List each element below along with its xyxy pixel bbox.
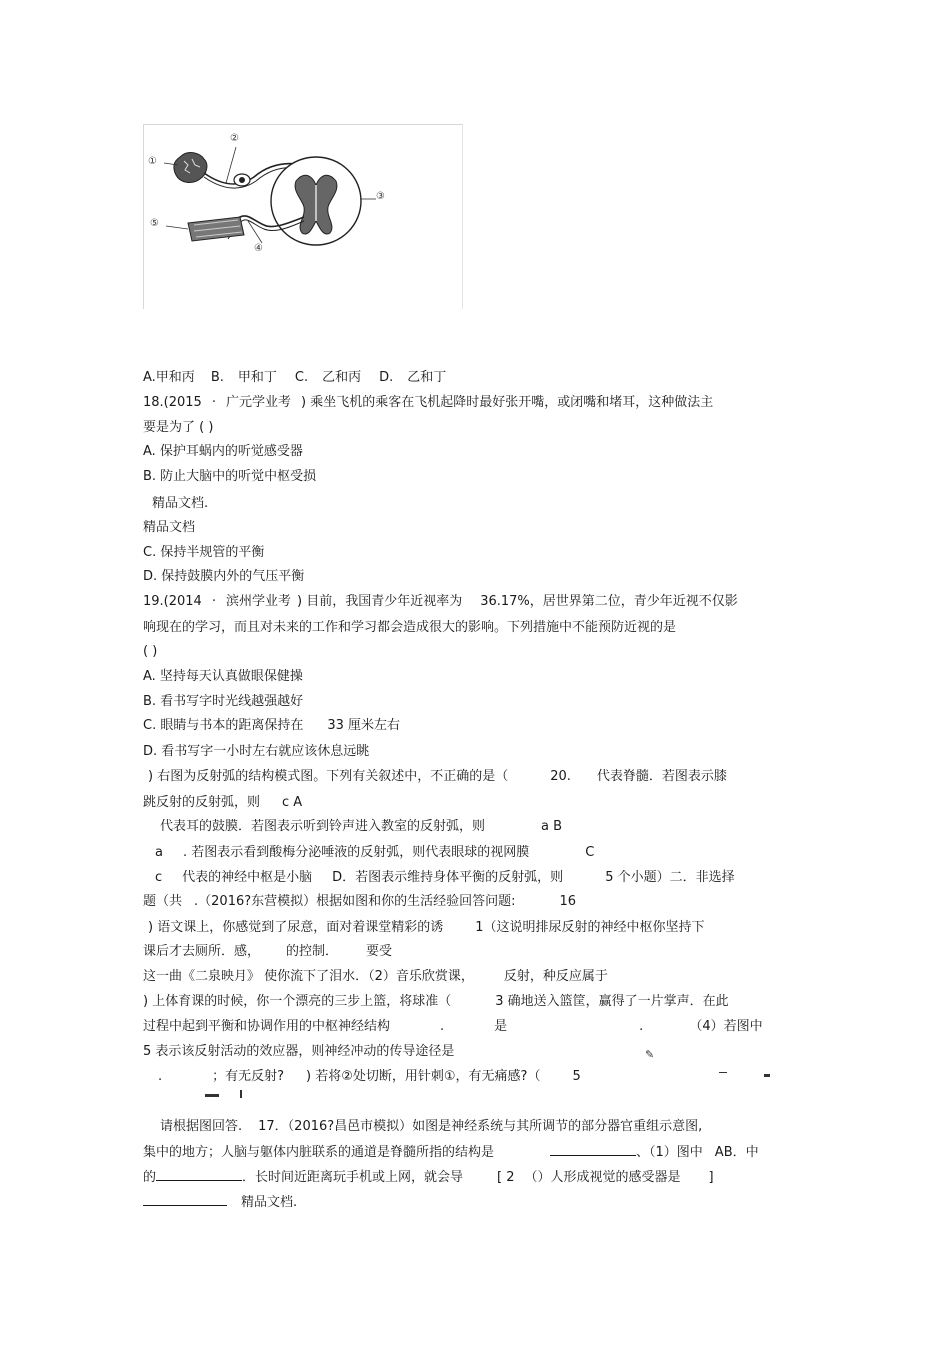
q18-option-a: A. 保护耳蜗内的听觉感受器 — [143, 444, 303, 459]
q18-stem-line-1: 18.(2015 · 广元学业考 ) 乘坐飞机的乘客在飞机起降时最好张开嘴，或闭嘴和堵耳，这种做法主 — [143, 395, 714, 410]
q16-line-2: ) 语文课上，你感觉到了尿意，面对着课堂精彩的诱 1（这说明排尿反射的神经中枢你坚持下 — [148, 920, 705, 935]
figure-label-1: ① — [148, 156, 157, 167]
q16-line-6: 过程中起到平衡和协调作用的中枢神经结构 . 是 . （4）若图中 — [143, 1019, 763, 1034]
q20-line-5: c 代表的神经中枢是小脑 D．若图表示维持身体平衡的反射弧，则 5 个小题）二．非选择 — [155, 870, 735, 885]
option-b: 甲和丁 — [237, 370, 277, 385]
q16-line-1: 题（共 .（2016?东营模拟）根据如图和你的生活经验回答问题: 16 — [143, 894, 577, 909]
scan-artifact — [240, 1090, 247, 1098]
q17-line-3: 的 ．长时间近距离玩手机或上网，就会导 [ 2 （）人形成视觉的感受器是 ] — [143, 1170, 714, 1185]
watermark-text-3: 精品文档. — [241, 1195, 298, 1210]
answer-blank[interactable] — [550, 1143, 636, 1156]
q19-option-a: A. 坚持每天认真做眼保健操 — [143, 669, 303, 684]
answer-blank[interactable] — [143, 1193, 227, 1206]
figure-label-5: ⑤ — [150, 218, 159, 229]
q19-option-d: D. 看书写字一小时左右就应该休息远眺 — [143, 744, 370, 759]
option-d-letter: D. — [379, 370, 394, 385]
answer-blank[interactable] — [156, 1168, 242, 1181]
reflex-arc-diagram — [144, 125, 464, 310]
receptor-shape — [174, 153, 207, 183]
q16-line-8: . ；有无反射? ) 若将②处切断，用针刺①，有无痛感?（ 5 — [158, 1069, 581, 1084]
option-c: 乙和丙 — [322, 370, 362, 385]
watermark-text-2: 精品文档 — [143, 520, 196, 535]
q16-line-3: 课后才去厕所．感， 的控制． 要受 — [143, 944, 393, 959]
q20-line-1: ) 右图为反射弧的结构模式图。下列有关叙述中，不正确的是（ 20. 代表脊髓．若图表示膝 — [148, 769, 727, 784]
q19-option-b: B. 看书写字时光线越强越好 — [143, 694, 304, 709]
spinal-cord-shape — [271, 157, 361, 245]
q16-line-4: 这一曲《二泉映月》 使你流下了泪水．（2）音乐欣赏课， 反射，种反应属于 — [143, 969, 608, 984]
q18-option-c: C. 保持半规管的平衡 — [143, 545, 265, 560]
option-b-letter: B. — [210, 370, 224, 385]
q20-line-2: 跳反射的反射弧，则 c A — [143, 795, 303, 810]
option-d: 乙和丁 — [407, 370, 447, 385]
q19-stem-line-2: 响现在的学习，而且对未来的工作和学习都会造成很大的影响。下列措施中不能预防近视的是 — [143, 620, 677, 635]
figure-label-2: ② — [230, 133, 239, 144]
q20-line-3: 代表耳的鼓膜．若图表示听到铃声进入教室的反射弧，则 a B — [160, 819, 563, 834]
q17-options-line — [143, 370, 446, 386]
option-c-letter: C. — [294, 370, 309, 385]
q18-stem-line-2: 要是为了 ( ) — [143, 420, 214, 435]
scan-artifact — [764, 1074, 770, 1077]
q18-option-b: B. 防止大脑中的听觉中枢受损 — [143, 469, 317, 484]
scan-artifact — [719, 1072, 727, 1073]
watermark-text-1: 精品文档. — [152, 496, 209, 511]
q19-stem-line-1: 19.(2014 · 滨州学业考 ) 目前，我国青少年近视率为 36.17%，居世界第二位，青少年近视不仅影 — [143, 594, 738, 609]
q17-line-4 — [143, 1193, 297, 1211]
q18-option-d: D. 保持鼓膜内外的气压平衡 — [143, 569, 305, 584]
q17-line-2: 集中的地方；人脑与躯体内脏联系的通道是脊髓所指的结构是 、（1）图中 AB．中 — [143, 1145, 759, 1160]
reflex-arc-figure — [143, 124, 463, 309]
figure-label-4: ④ — [254, 243, 263, 254]
q19-option-c: C. 眼睛与书本的距离保持在 33 厘米左右 — [143, 718, 401, 733]
q16-line-7: 5 表示该反射活动的效应器，则神经冲动的传导途径是 — [143, 1044, 455, 1059]
figure-label-3: ③ — [376, 191, 385, 202]
scan-artifact — [205, 1094, 219, 1097]
q19-stem-line-3: ( ) — [143, 644, 158, 659]
effector-shape — [188, 217, 244, 241]
option-a: A.甲和丙 — [143, 370, 195, 385]
scan-artifact: ✎ — [645, 1048, 655, 1061]
q16-line-5: ) 上体育课的时候，你一个漂亮的三步上篮，将球准（ 3 确地送入篮筐，赢得了一片掌声．在此 — [143, 994, 729, 1009]
q17-line-1: 请根据图回答. 17．（2016?昌邑市模拟）如图是神经系统与其所调节的部分器官重组示意图, — [160, 1119, 703, 1134]
q20-line-4: a . 若图表示看到酸梅分泌唾液的反射弧，则代表眼球的视网膜 C — [155, 845, 595, 860]
ganglion-shape — [234, 174, 250, 186]
